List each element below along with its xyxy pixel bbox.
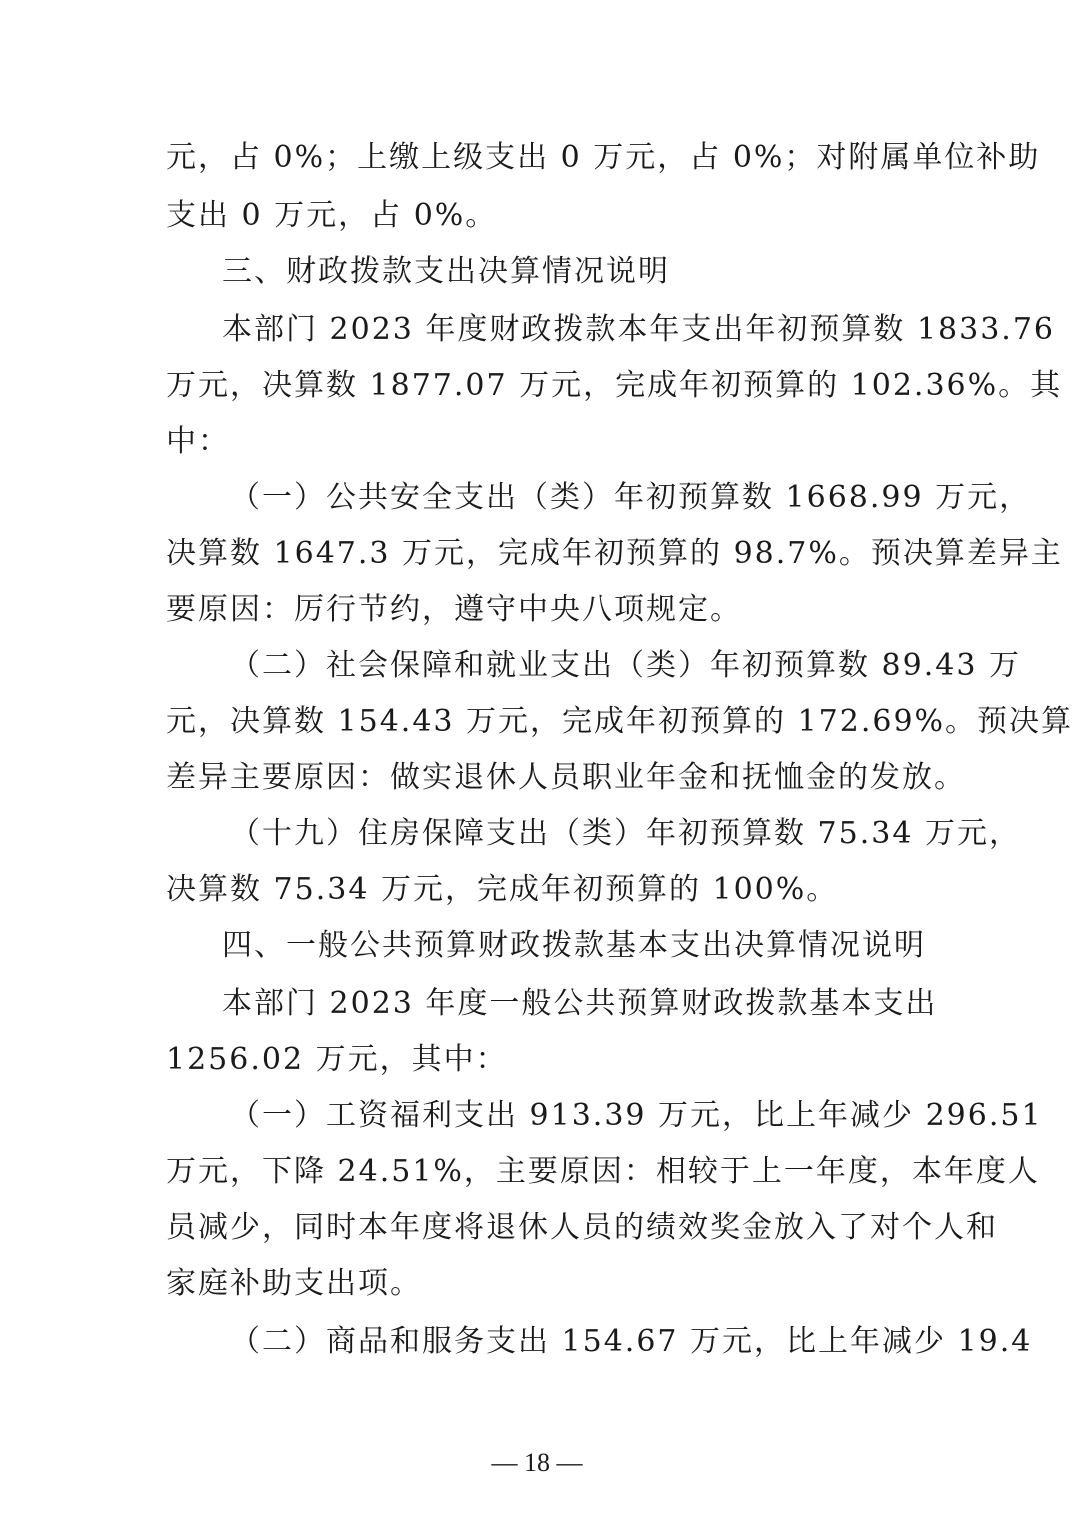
body-line: （一）公共安全支出（类）年初预算数 1668.99 万元，	[230, 480, 1032, 515]
body-line: 元，占 0%；上缴上级支出 0 万元，占 0%；对附属单位补助	[166, 140, 1041, 175]
body-line: 本部门 2023 年度一般公共预算财政拨款基本支出	[222, 986, 938, 1021]
section-heading-3: 三、财政拨款支出决算情况说明	[222, 254, 670, 289]
body-line: 决算数 1647.3 万元，完成年初预算的 98.7%。预决算差异主	[166, 536, 1063, 571]
section-heading-4: 四、一般公共预算财政拨款基本支出决算情况说明	[222, 928, 926, 963]
body-line: 本部门 2023 年度财政拨款本年支出年初预算数 1833.76	[222, 312, 1056, 347]
body-line: （二）商品和服务支出 154.67 万元，比上年减少 19.4	[230, 1324, 1033, 1359]
body-line: 中：	[166, 424, 230, 459]
page-number: — 18 —	[491, 1448, 583, 1477]
body-line: 差异主要原因：做实退休人员职业年金和抚恤金的发放。	[166, 760, 966, 795]
body-line: 万元，决算数 1877.07 万元，完成年初预算的 102.36%。其	[166, 368, 1063, 403]
body-line: 元，决算数 154.43 万元，完成年初预算的 172.69%。预决算	[166, 704, 1074, 739]
body-line: 支出 0 万元，占 0%。	[166, 198, 498, 233]
body-line: （一）工资福利支出 913.39 万元，比上年减少 296.51	[230, 1098, 1043, 1133]
body-line: 决算数 75.34 万元，完成年初预算的 100%。	[166, 872, 839, 907]
body-line: 万元，下降 24.51%，主要原因：相较于上一年度，本年度人	[166, 1154, 1040, 1189]
body-line: 家庭补助支出项。	[166, 1266, 422, 1301]
body-line: 1256.02 万元，其中：	[166, 1042, 508, 1077]
body-line: （二）社会保障和就业支出（类）年初预算数 89.43 万	[230, 648, 1021, 683]
body-line: （十九）住房保障支出（类）年初预算数 75.34 万元，	[230, 816, 1021, 851]
body-line: 要原因：厉行节约，遵守中央八项规定。	[166, 592, 742, 627]
body-line: 员减少，同时本年度将退休人员的绩效奖金放入了对个人和	[166, 1210, 998, 1245]
